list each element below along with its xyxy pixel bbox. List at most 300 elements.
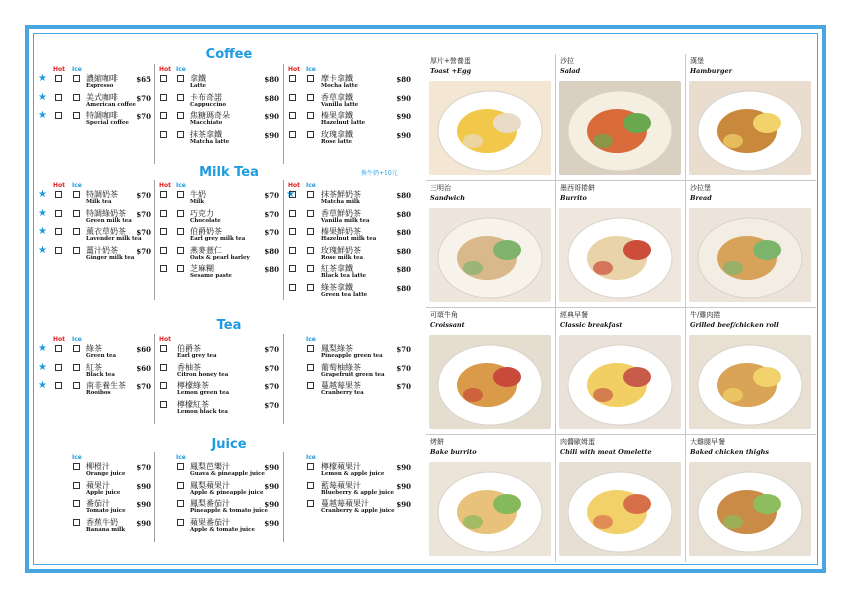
ice-checkbox[interactable]: [307, 131, 314, 138]
hot-checkbox[interactable]: [55, 112, 62, 119]
hot-checkbox[interactable]: [289, 112, 296, 119]
hot-checkbox[interactable]: [289, 265, 296, 272]
ice-checkbox[interactable]: [307, 75, 314, 82]
ice-checkbox[interactable]: [307, 284, 314, 291]
food-name-zh: 沙拉堡: [690, 184, 711, 192]
grid-divider: [426, 434, 816, 435]
hot-checkbox[interactable]: [55, 345, 62, 352]
hot-checkbox[interactable]: [160, 131, 167, 138]
recommended-star-icon: ★: [38, 110, 47, 121]
menu-item: [286, 481, 411, 497]
ice-checkbox[interactable]: [307, 463, 314, 470]
food-name-zh: 牛/雞肉捲: [690, 311, 721, 319]
hot-checkbox[interactable]: [55, 210, 62, 217]
item-name-en: Apple & pineapple juice: [190, 489, 264, 496]
ice-checkbox[interactable]: [73, 345, 80, 352]
item-price: $90: [396, 500, 411, 509]
item-name-en: Banana milk: [86, 526, 126, 533]
hot-checkbox[interactable]: [289, 131, 296, 138]
hot-checkbox[interactable]: [160, 401, 167, 408]
item-price: $80: [396, 246, 411, 256]
hot-checkbox[interactable]: [160, 345, 167, 352]
milk-tea-col-1: [38, 182, 151, 282]
ice-checkbox[interactable]: [73, 75, 80, 82]
item-name-zh: 檸檬蘋果汁: [321, 462, 361, 471]
column-divider: [283, 180, 284, 300]
item-name-en: Mocha latte: [321, 83, 358, 89]
item-name-zh: 檸檬紅茶: [177, 399, 209, 409]
item-name-en: Milk tea: [86, 199, 112, 205]
item-name-zh: 巧克力: [190, 208, 214, 218]
item-price: $90: [396, 112, 411, 121]
item-name-zh: 玫瑰拿鐵: [321, 129, 353, 139]
food-name-en: Grilled beef/chicken roll: [690, 321, 779, 329]
menu-item: [286, 381, 411, 397]
item-name-en: Rose latte: [321, 138, 352, 145]
hot-checkbox[interactable]: [55, 228, 62, 235]
grid-divider: [426, 307, 816, 308]
hot-header: Hot: [53, 66, 66, 73]
hot-checkbox[interactable]: [160, 382, 167, 389]
item-price: $70: [136, 209, 151, 219]
item-name-zh: 蘋果番茄汁: [190, 517, 230, 527]
hot-checkbox[interactable]: [160, 228, 167, 235]
menu-item: [157, 74, 279, 90]
tea-col-3: [286, 336, 411, 416]
hot-checkbox[interactable]: [289, 191, 296, 198]
coffee-col-3: [286, 66, 411, 166]
ice-checkbox[interactable]: [73, 191, 80, 198]
recommended-star-icon: ★: [38, 91, 47, 103]
item-name-en: Earl grey tea: [177, 353, 217, 359]
food-photo: [689, 81, 811, 175]
ice-checkbox[interactable]: [177, 191, 184, 198]
food-name-zh: 厚片+營養蛋: [430, 57, 471, 65]
item-name-en: Oats & pearl barley: [190, 254, 250, 261]
item-name-zh: 特調綠奶茶: [86, 208, 126, 218]
food-name-en: Hamburger: [690, 67, 733, 75]
menu-item: [157, 264, 279, 280]
ice-checkbox[interactable]: [73, 247, 80, 254]
food-name-zh: 墨西哥捲餅: [560, 184, 595, 192]
item-name-en: Cappuccino: [190, 101, 227, 108]
item-name-zh: 紅茶拿鐵: [321, 264, 353, 273]
hot-checkbox[interactable]: [289, 247, 296, 254]
ice-checkbox[interactable]: [177, 482, 184, 489]
hot-header: Hot: [159, 336, 172, 343]
item-price: $70: [136, 463, 151, 472]
item-price: $70: [264, 191, 279, 200]
item-name-zh: 蔓越莓果茶: [321, 381, 361, 390]
item-price: $60: [136, 345, 151, 354]
menu-item: [38, 93, 151, 109]
food-name-en: Chili with meat Omelette: [560, 448, 652, 456]
item-name-zh: 南非養生茶: [86, 381, 126, 390]
item-name-zh: 藍莓蘋果汁: [321, 480, 361, 490]
item-price: $70: [264, 209, 279, 219]
column-divider: [283, 64, 284, 164]
item-name-en: Special coffee: [86, 120, 129, 126]
food-photo: [559, 462, 681, 556]
item-name-zh: 薑汁奶茶: [86, 245, 118, 255]
recommended-star-icon: ★: [38, 73, 47, 84]
menu-item: [286, 462, 411, 478]
hot-checkbox[interactable]: [160, 94, 167, 101]
hot-checkbox[interactable]: [289, 228, 296, 235]
item-price: $70: [264, 345, 279, 354]
food-item: [426, 54, 554, 180]
item-name-en: Green tea latte: [321, 291, 368, 298]
item-price: $70: [136, 382, 151, 391]
food-name-en: Bread: [690, 194, 712, 202]
menu-item: [38, 481, 151, 497]
item-name-en: Apple & tomato juice: [190, 526, 255, 533]
item-price: $70: [136, 93, 151, 103]
item-price: $70: [264, 363, 279, 373]
item-price: $90: [264, 500, 279, 509]
food-name-zh: 大雞腿早餐: [690, 438, 725, 446]
menu-item: [157, 111, 279, 127]
grid-divider: [555, 54, 556, 562]
tea-col-2: [157, 336, 279, 426]
recommended-star-icon: ★: [38, 380, 47, 391]
hot-checkbox[interactable]: [55, 191, 62, 198]
ice-checkbox[interactable]: [177, 500, 184, 507]
ice-checkbox[interactable]: [307, 382, 314, 389]
ice-checkbox[interactable]: [73, 112, 80, 119]
menu-item: [38, 74, 151, 90]
food-name-zh: 漢堡: [690, 57, 704, 65]
item-name-zh: 特調咖啡: [86, 111, 118, 120]
ice-checkbox[interactable]: [307, 247, 314, 254]
item-name-zh: 香蕉牛奶: [86, 517, 118, 527]
ice-checkbox[interactable]: [177, 94, 184, 101]
menu-item: [286, 74, 411, 90]
ice-checkbox[interactable]: [73, 228, 80, 235]
menu-item: [38, 344, 151, 360]
menu-item: [38, 462, 151, 478]
item-name-en: Matcha milk: [321, 199, 360, 205]
ice-checkbox[interactable]: [177, 228, 184, 235]
ice-checkbox[interactable]: [307, 94, 314, 101]
item-name-zh: 卡布奇諾: [190, 92, 222, 102]
food-item: [686, 308, 814, 434]
food-name-en: Salad: [560, 67, 581, 75]
menu-item: [157, 209, 279, 225]
item-name-zh: 伯爵茶: [177, 344, 201, 353]
menu-item: [157, 481, 279, 497]
food-item: [556, 308, 684, 434]
food-name-en: Burrito: [560, 194, 587, 202]
ice-checkbox[interactable]: [177, 519, 184, 526]
ice-checkbox[interactable]: [307, 364, 314, 371]
menu-item: [286, 363, 411, 379]
item-price: $80: [264, 93, 279, 103]
item-name-en: Ginger milk tea: [86, 254, 135, 261]
item-price: $60: [136, 363, 151, 373]
item-name-zh: 薰衣草奶茶: [86, 227, 126, 236]
item-name-zh: 鳳梨綠茶: [321, 344, 353, 353]
ice-checkbox[interactable]: [307, 345, 314, 352]
ice-checkbox[interactable]: [307, 500, 314, 507]
item-name-zh: 綠茶拿鐵: [321, 282, 353, 292]
item-name-en: Espresso: [86, 83, 114, 89]
food-name-en: Baked chicken thighs: [690, 448, 770, 456]
ice-header: Ice: [72, 454, 82, 461]
ice-checkbox[interactable]: [73, 382, 80, 389]
item-name-zh: 牛奶: [190, 190, 206, 199]
item-name-en: Latte: [190, 83, 207, 89]
ice-header: Ice: [306, 182, 316, 189]
ice-checkbox[interactable]: [73, 500, 80, 507]
milk-tea-col-2: [157, 182, 279, 292]
item-name-en: Rooibos: [86, 390, 111, 396]
drinks-menu: [34, 34, 424, 564]
menu-item: [157, 363, 279, 379]
food-photo: [559, 208, 681, 302]
item-name-zh: 紅茶: [86, 362, 102, 372]
menu-item: [286, 264, 411, 280]
ice-checkbox[interactable]: [73, 463, 80, 470]
item-name-zh: 摩卡拿鐵: [321, 74, 353, 83]
food-photo: [429, 335, 551, 429]
item-name-zh: 蔓越莓蘋果汁: [321, 499, 369, 508]
food-name-en: Croissant: [430, 321, 465, 329]
item-name-en: Orange juice: [86, 471, 126, 477]
ice-checkbox[interactable]: [73, 364, 80, 371]
food-name-zh: 沙拉: [560, 57, 574, 65]
item-price: $70: [136, 191, 151, 200]
ice-checkbox[interactable]: [177, 112, 184, 119]
menu-item: [157, 190, 279, 206]
ice-checkbox[interactable]: [177, 463, 184, 470]
ice-checkbox[interactable]: [307, 191, 314, 198]
juice-col-3: [286, 454, 411, 544]
recommended-star-icon: ★: [38, 244, 47, 256]
ice-checkbox[interactable]: [177, 131, 184, 138]
item-name-zh: 鳳梨番茄汁: [190, 499, 230, 508]
tea-col-1: [38, 336, 151, 416]
item-price: $80: [396, 283, 411, 293]
item-name-en: Grapefruit green tea: [321, 371, 385, 378]
menu-item: [157, 344, 279, 360]
item-name-zh: 焦糖瑪奇朵: [190, 111, 230, 120]
hot-checkbox[interactable]: [160, 75, 167, 82]
hot-checkbox[interactable]: [289, 75, 296, 82]
menu-item: [157, 227, 279, 243]
food-photo: [689, 208, 811, 302]
item-name-en: Matcha latte: [190, 138, 230, 145]
hot-checkbox[interactable]: [55, 94, 62, 101]
ice-checkbox[interactable]: [177, 210, 184, 217]
hot-header: Hot: [53, 182, 66, 189]
item-price: $70: [396, 345, 411, 354]
hot-checkbox[interactable]: [289, 284, 296, 291]
menu-item: [157, 93, 279, 109]
hot-header: Hot: [288, 66, 301, 73]
ice-checkbox[interactable]: [73, 210, 80, 217]
food-photo: [429, 208, 551, 302]
juice-col-1: [38, 454, 151, 544]
hot-checkbox[interactable]: [160, 112, 167, 119]
food-item: [556, 54, 684, 180]
item-price: $90: [136, 500, 151, 509]
menu-item: [38, 381, 151, 397]
milk-tea-title: Milk Tea: [199, 165, 259, 180]
item-price: $90: [136, 518, 151, 528]
hot-checkbox[interactable]: [289, 94, 296, 101]
food-item: [426, 308, 554, 434]
food-item: [556, 435, 684, 561]
coffee-col-2: [157, 66, 279, 166]
food-photo-grid: [426, 54, 816, 564]
item-price: $90: [264, 518, 279, 528]
item-price: $80: [264, 75, 279, 84]
hot-checkbox[interactable]: [55, 382, 62, 389]
column-divider: [154, 180, 155, 300]
item-name-en: Hazelnut milk tea: [321, 236, 377, 242]
menu-item: [157, 400, 279, 416]
food-name-en: Classic breakfast: [560, 321, 623, 329]
ice-header: Ice: [72, 182, 82, 189]
menu-item: [286, 130, 411, 146]
hot-checkbox[interactable]: [160, 364, 167, 371]
item-price: $90: [264, 130, 279, 140]
recommended-star-icon: ★: [286, 189, 295, 200]
hot-checkbox[interactable]: [55, 75, 62, 82]
menu-item: [286, 190, 411, 206]
item-name-en: Lemon & apple juice: [321, 471, 385, 477]
grid-divider: [426, 180, 816, 181]
food-item: [426, 181, 554, 307]
ice-checkbox[interactable]: [307, 112, 314, 119]
item-name-zh: 特調奶茶: [86, 190, 118, 199]
food-photo: [429, 462, 551, 556]
ice-header: Ice: [72, 66, 82, 73]
menu-item: [157, 518, 279, 534]
item-name-zh: 榛果鮮奶茶: [321, 227, 361, 236]
item-price: $80: [396, 75, 411, 84]
food-photo: [689, 335, 811, 429]
milk-tea-note: 換牛奶+10元: [361, 170, 398, 177]
item-name-en: Vanilla latte: [321, 101, 359, 108]
item-price: $70: [136, 246, 151, 256]
food-item: [426, 435, 554, 561]
item-name-en: Blueberry & apple juice: [321, 489, 395, 496]
food-item: [686, 435, 814, 561]
hot-checkbox[interactable]: [160, 265, 167, 272]
menu-item: [38, 518, 151, 534]
item-name-en: Tomato juice: [86, 508, 126, 514]
ice-checkbox[interactable]: [307, 228, 314, 235]
item-name-zh: 美式咖啡: [86, 92, 118, 102]
item-price: $80: [396, 209, 411, 219]
food-photo: [559, 335, 681, 429]
item-name-en: Green tea: [86, 353, 117, 359]
item-name-zh: 榛果拿鐵: [321, 111, 353, 120]
item-name-zh: 燕麥薏仁: [190, 245, 222, 255]
coffee-title: Coffee: [205, 47, 253, 62]
item-name-en: Lemon black tea: [177, 408, 228, 415]
food-name-zh: 經典早餐: [560, 311, 588, 319]
hot-checkbox[interactable]: [160, 191, 167, 198]
item-price: $80: [264, 246, 279, 256]
item-name-zh: 抹茶拿鐵: [190, 129, 222, 139]
recommended-star-icon: ★: [38, 207, 47, 219]
menu-item: [286, 499, 411, 515]
item-price: $70: [264, 382, 279, 391]
menu-item: [38, 499, 151, 515]
coffee-col-1: [38, 66, 151, 146]
item-price: $90: [396, 130, 411, 140]
menu-item: [286, 209, 411, 225]
item-name-en: Apple juice: [86, 489, 121, 496]
hot-checkbox[interactable]: [55, 364, 62, 371]
item-price: $90: [264, 463, 279, 472]
item-price: $70: [136, 112, 151, 121]
juice-title: Juice: [211, 437, 247, 452]
menu-item: [286, 111, 411, 127]
menu-item: [286, 93, 411, 109]
ice-header: Ice: [176, 66, 186, 73]
item-name-en: Lavender milk tea: [86, 236, 142, 242]
item-price: $90: [396, 481, 411, 491]
column-divider: [283, 452, 284, 542]
hot-checkbox[interactable]: [55, 247, 62, 254]
item-name-en: Pineapple green tea: [321, 353, 383, 359]
hot-checkbox[interactable]: [160, 210, 167, 217]
ice-checkbox[interactable]: [177, 75, 184, 82]
item-price: $70: [396, 382, 411, 391]
recommended-star-icon: ★: [38, 343, 47, 354]
item-name-en: Chocolate: [190, 217, 221, 224]
ice-checkbox[interactable]: [307, 482, 314, 489]
ice-checkbox[interactable]: [177, 265, 184, 272]
ice-checkbox[interactable]: [73, 94, 80, 101]
item-name-en: Citron honey tea: [177, 371, 229, 378]
item-name-zh: 抹茶鮮奶茶: [321, 190, 361, 199]
ice-header: Ice: [72, 336, 82, 343]
food-name-en: Sandwich: [430, 194, 465, 202]
ice-checkbox[interactable]: [307, 210, 314, 217]
item-name-zh: 鳳梨芭樂汁: [190, 462, 230, 471]
hot-checkbox[interactable]: [289, 210, 296, 217]
ice-checkbox[interactable]: [73, 482, 80, 489]
item-price: $90: [264, 112, 279, 121]
column-divider: [283, 334, 284, 424]
food-name-zh: 肉醬歐姆蛋: [560, 438, 595, 446]
item-name-en: Vanilla milk tea: [321, 217, 370, 224]
food-photo: [429, 81, 551, 175]
food-photo: [559, 81, 681, 175]
item-name-en: Earl grey milk tea: [190, 236, 246, 242]
hot-checkbox[interactable]: [160, 247, 167, 254]
item-price: $70: [396, 363, 411, 373]
hot-header: Hot: [159, 182, 172, 189]
food-name-zh: 可頌牛角: [430, 311, 458, 319]
menu-item: [286, 344, 411, 360]
column-divider: [154, 452, 155, 542]
item-name-en: Rose milk tea: [321, 254, 364, 261]
item-name-zh: 伯爵奶茶: [190, 227, 222, 236]
recommended-star-icon: ★: [38, 226, 47, 237]
item-name-en: American coffee: [86, 101, 136, 108]
ice-checkbox[interactable]: [307, 265, 314, 272]
ice-checkbox[interactable]: [73, 519, 80, 526]
item-name-en: Cranberry tea: [321, 390, 364, 396]
item-name-en: Sesame paste: [190, 273, 232, 279]
ice-checkbox[interactable]: [177, 247, 184, 254]
